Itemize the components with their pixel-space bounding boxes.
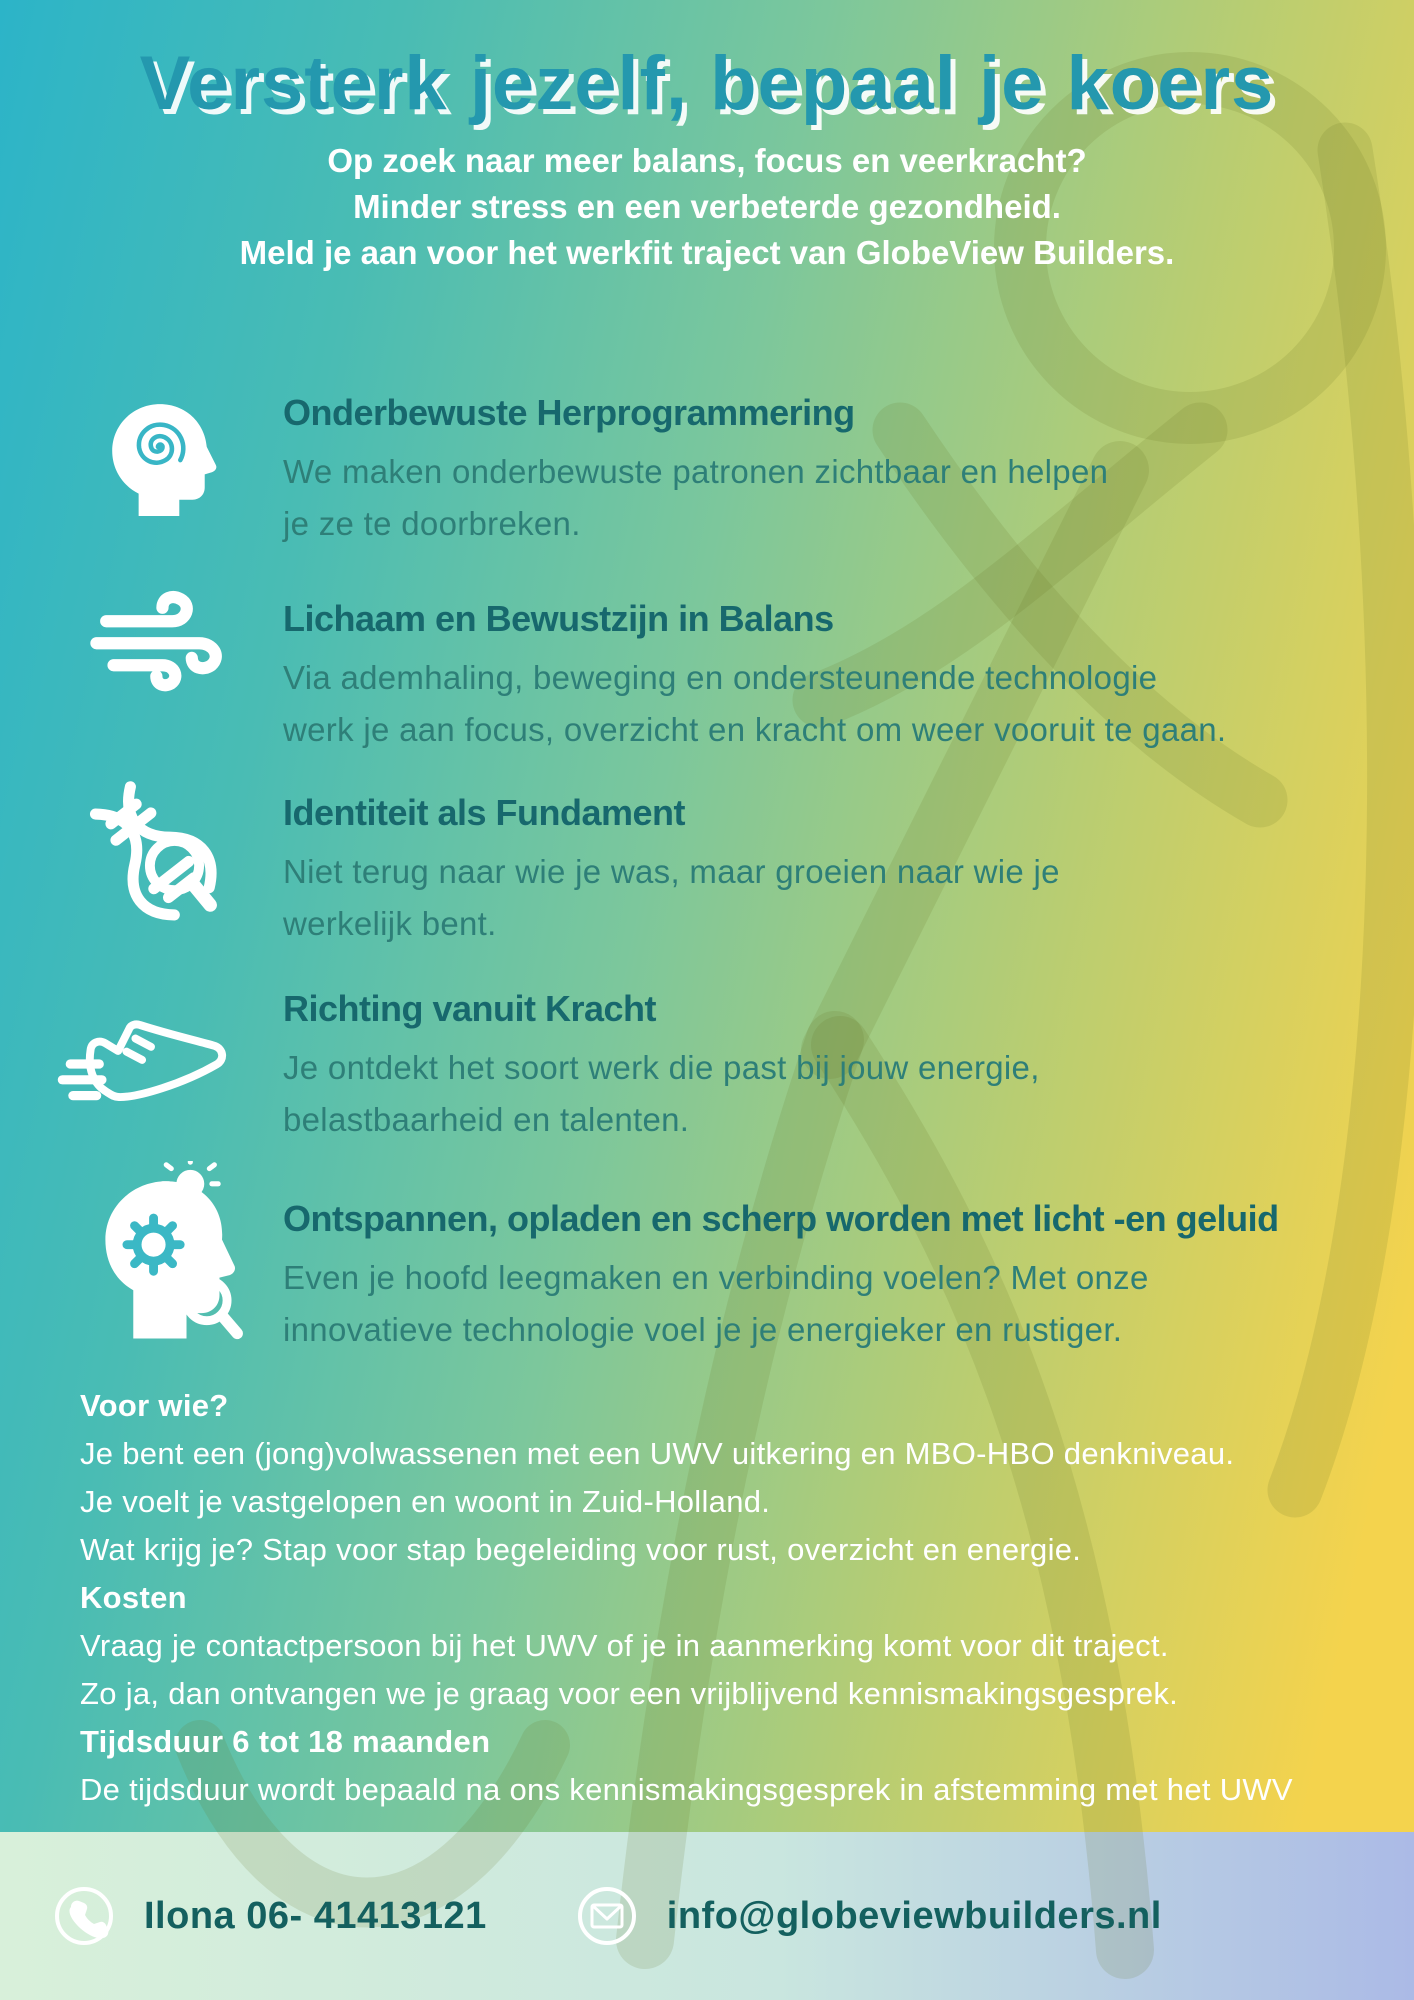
program-heading: Richting vanuit Kracht [283,988,657,1029]
running-shoe-icon [52,974,252,1124]
email-address: info@globeviewbuilders.nl [666,1894,1162,1937]
phone-contact[interactable] [52,1884,487,1948]
intro-text [0,138,1414,276]
details-subheading: Kosten [80,1580,187,1615]
brain-spiral-icon [88,392,233,517]
phone-number: Ilona 06- 41413121 [144,1894,487,1937]
program-heading: Lichaam en Bewustzijn in Balans [283,598,834,639]
program-body-line: je ze te doorbreken. [283,505,581,542]
wind-icon [72,582,247,702]
program-body-line: werk je aan focus, overzicht en kracht om weer vooruit te gaan. [283,711,1227,748]
details-line: Je voelt je vastgelopen en woont in Zuid-Holland. [80,1484,771,1519]
email-contact[interactable] [575,1884,1162,1948]
intro-line: Minder stress en een verbeterde gezondheid. [353,188,1061,225]
program-body-line: Via ademhaling, beweging en ondersteunende technologie [283,659,1158,696]
details-subheading: Tijdsduur 6 tot 18 maanden [80,1724,491,1759]
details-subheading: Voor wie? [80,1388,229,1423]
phone-icon [52,1884,116,1948]
program-body-line: innovatieve technologie voel je je energieker en rustiger. [283,1311,1123,1348]
contact-footer [0,1832,1414,2000]
program-body-line: werkelijk bent. [283,905,497,942]
intro-line: Op zoek naar meer balans, focus en veerkracht? [327,142,1087,179]
details-section [80,1382,1400,1814]
intro-line: Meld je aan voor het werkfit traject van GlobeView Builders. [239,234,1175,271]
page-title: Versterk jezelf, bepaal je koers [139,41,1275,126]
details-line: De tijdsduur wordt bepaald na ons kennismakingsgesprek in afstemming met het UWV [80,1772,1293,1807]
details-line: Je bent een (jong)volwassenen met een UWV uitkering en MBO-HBO denkniveau. [80,1436,1235,1471]
program-body-line: Even je hoofd leegmaken en verbinding voelen? Met onze [283,1259,1149,1296]
program-body-line: We maken onderbewuste patronen zichtbaar en helpen [283,453,1109,490]
details-line: Zo ja, dan ontvangen we je graag voor een vrijblijvend kennismakingsgesprek. [80,1676,1179,1711]
dna-magnifier-icon [68,774,248,939]
program-heading: Onderbewuste Herprogrammering [283,392,855,433]
program-body-line: Niet terug naar wie je was, maar groeien naar wie je [283,853,1060,890]
program-heading: Identiteit als Fundament [283,792,686,833]
mind-technology-icon [80,1158,255,1343]
envelope-icon [575,1884,639,1948]
details-line: Wat krijg je? Stap voor stap begeleiding voor rust, overzicht en energie. [80,1532,1082,1567]
program-heading: Ontspannen, opladen en scherp worden met licht -en geluid [283,1198,1279,1239]
details-line: Vraag je contactpersoon bij het UWV of je in aanmerking komt voor dit traject. [80,1628,1169,1663]
program-body-line: belastbaarheid en talenten. [283,1101,690,1138]
program-body-line: Je ontdekt het soort werk die past bij jouw energie, [283,1049,1040,1086]
